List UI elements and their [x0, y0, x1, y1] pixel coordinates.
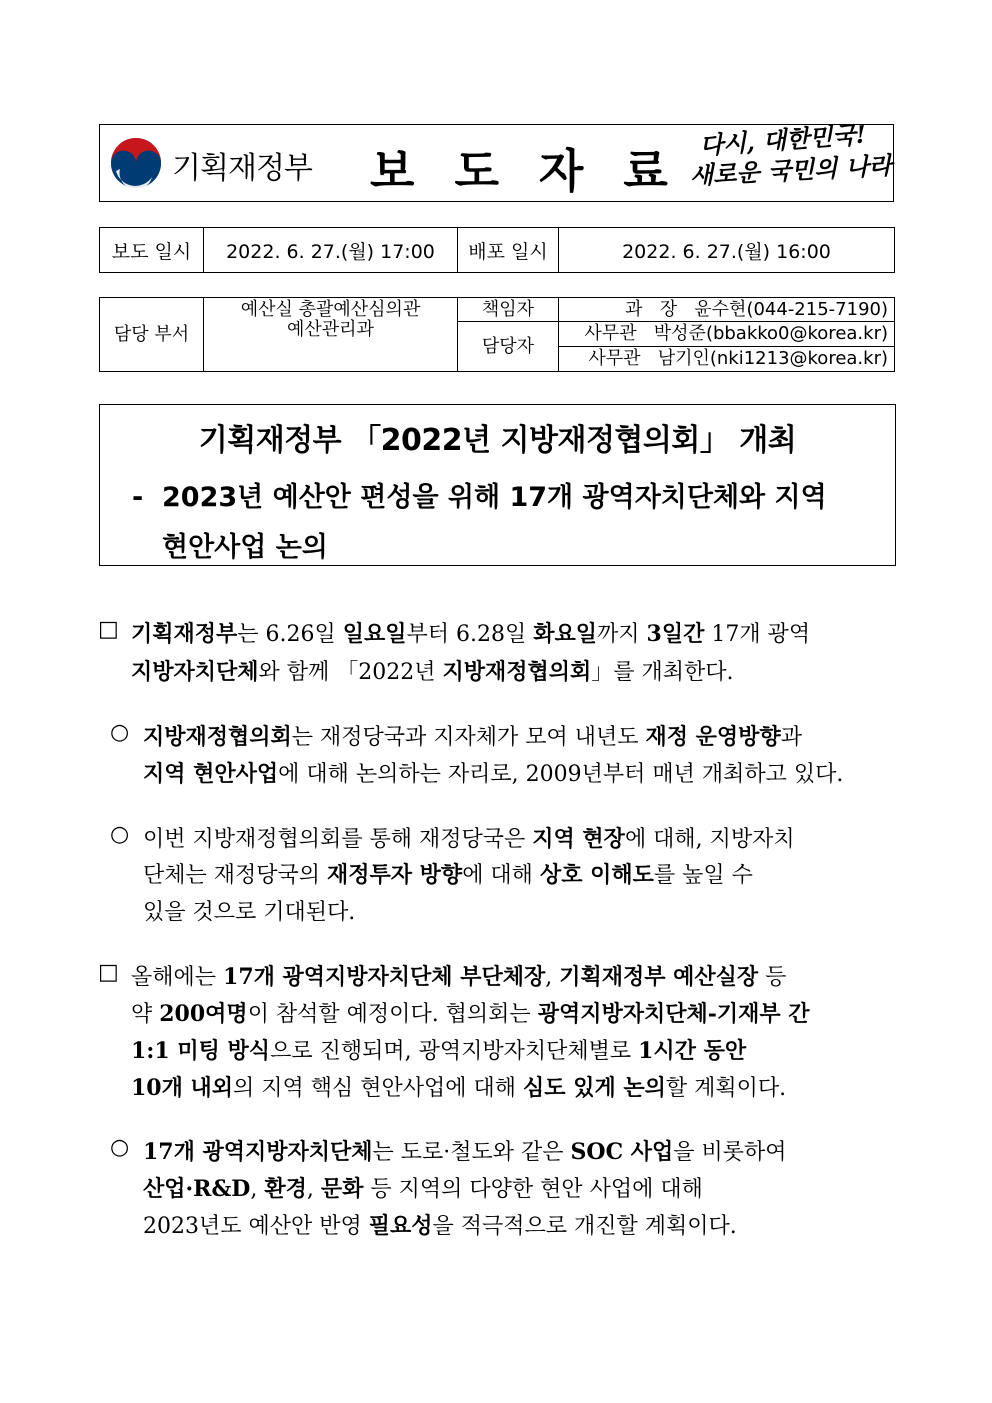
- text-bold: 3일간: [646, 621, 705, 647]
- text: 는 재정당국과 지자체가 모여 내년도: [291, 725, 646, 750]
- person-info: (044-215-7190): [746, 298, 888, 320]
- text: 이번 지방재정협의회를 통해 재정당국은: [143, 827, 533, 852]
- text-bold: 일요일: [342, 621, 407, 647]
- square-bullet: □: [98, 960, 119, 985]
- headline: 기획재정부 「2022년 지방재정협의회」 개최: [198, 423, 797, 458]
- text: 과: [780, 725, 802, 750]
- contact-table: [99, 297, 895, 372]
- dept-label: 담당 부서: [100, 298, 204, 372]
- text: 17개 광역: [704, 622, 811, 647]
- text: 에 대해: [462, 863, 540, 888]
- subheadline-line-1: 2023년 예산안 편성을 위해 17개 광역자치단체와 지역: [162, 482, 827, 513]
- subheadline-line-2: 현안사업 논의: [162, 532, 328, 563]
- text: 를 높일 수: [653, 863, 753, 888]
- responsible-label: 책임자: [458, 298, 559, 322]
- text-bold: 기획재정부: [131, 621, 238, 647]
- text-bold: 지역 현안사업: [143, 761, 279, 787]
- paragraph-1a-line-2: [143, 757, 843, 788]
- person-name: 남기인: [657, 348, 710, 369]
- person-role: 과 장: [625, 298, 678, 320]
- paragraph-2a-line-2: [143, 1172, 703, 1203]
- text: 까지: [597, 622, 647, 647]
- text: 의 지역 핵심 현안사업에 대해: [233, 1076, 524, 1101]
- text: 으로 진행되며, 광역지방자치단체별로: [270, 1039, 639, 1064]
- text: 을 비롯하여: [673, 1140, 787, 1165]
- text-bold: 기획재정부 예산실장: [559, 964, 759, 990]
- circle-bullet: ○: [110, 822, 130, 847]
- text: 2023년도 예산안 반영: [143, 1214, 369, 1239]
- text-bold: 광역지방자치단체-기재부 간: [537, 1001, 810, 1027]
- subheadline: [132, 473, 872, 573]
- text-bold: 10개 내외: [131, 1075, 234, 1101]
- text: ,: [250, 1177, 265, 1202]
- distribution-date-value: 2022. 6. 27.(월) 16:00: [559, 228, 895, 273]
- text-bold: 문화: [320, 1176, 364, 1202]
- press-release-title: 보 도 자 료: [370, 144, 680, 198]
- text-bold: 심도 있게 논의: [523, 1075, 666, 1101]
- text-bold: 17개 광역지방자치단체: [143, 1139, 373, 1165]
- text-bold: 200여명: [159, 1001, 248, 1027]
- dept-name: [204, 298, 458, 372]
- paragraph-2a-line-1: [143, 1135, 787, 1166]
- paragraph-1-line-1: [131, 617, 810, 648]
- text: 할 계획이다.: [665, 1076, 787, 1101]
- paragraph-1b-line-2: [143, 858, 753, 889]
- report-date-label: 보도 일시: [100, 228, 204, 273]
- person-name: 박성준: [653, 323, 706, 344]
- text: 단체는 재정당국의: [143, 863, 328, 888]
- responsible-person: [559, 298, 895, 322]
- text-bold: 17개 광역지방자치단체 부단체장: [223, 964, 546, 990]
- text-bold: 지방자치단체: [131, 659, 259, 685]
- text: 부터 6.28일: [406, 622, 534, 647]
- person-role: 사무관: [584, 323, 637, 344]
- paragraph-1b-line-3: 있을 것으로 기대된다.: [143, 900, 356, 925]
- slogan: [686, 119, 893, 197]
- subheadline-dash: -: [132, 482, 144, 513]
- paragraph-2-line-4: [131, 1071, 786, 1102]
- text-bold: 지방재정협의회: [143, 724, 292, 750]
- headline-box: [99, 404, 896, 566]
- text: 에 대해, 지방자치: [624, 827, 795, 852]
- text-bold: 지방재정협의회: [442, 659, 592, 685]
- paragraph-1-line-2: [131, 655, 734, 686]
- slogan-line-2: 새로운 국민의 나라: [689, 150, 893, 190]
- circle-bullet: ○: [110, 720, 130, 745]
- person-info: (nki1213@korea.kr): [709, 348, 888, 369]
- text: 에 대해 논의하는 자리로, 2009년부터 매년 개최하고 있다.: [278, 762, 844, 787]
- text: 는 6.26일: [237, 622, 343, 647]
- text: 이 참석할 예정이다. 협의회는: [247, 1002, 538, 1027]
- text: ,: [545, 965, 560, 990]
- dept-line-1: 예산실 총괄예산심의관: [240, 299, 421, 320]
- contact-label: 담당자: [458, 322, 559, 372]
- square-bullet: □: [98, 617, 119, 642]
- text: 을 적극적으로 개진할 계획이다.: [432, 1214, 737, 1239]
- text: 올해에는: [131, 965, 224, 990]
- paragraph-2-line-1: [131, 960, 786, 991]
- text-bold: SOC 사업: [570, 1139, 674, 1165]
- distribution-date-label: 배포 일시: [458, 228, 559, 273]
- text-bold: 화요일: [533, 621, 598, 647]
- government-emblem-icon: [110, 137, 162, 189]
- text: 는 도로·철도와 같은: [372, 1140, 571, 1165]
- text-bold: 환경: [264, 1176, 307, 1202]
- text: 와 함께 「2022년: [258, 660, 443, 685]
- text: 약: [131, 1002, 160, 1027]
- contact-person: [559, 347, 895, 372]
- paragraph-2a-line-3: [143, 1209, 737, 1240]
- text: 」를 개최한다.: [591, 660, 734, 685]
- text-bold: 지역 현장: [532, 826, 625, 852]
- text-bold: 재정투자 방향: [327, 862, 463, 888]
- paragraph-2-line-2: [131, 997, 810, 1028]
- person-info: (bbakko0@korea.kr): [705, 323, 888, 344]
- paragraph-2-line-3: [131, 1034, 746, 1065]
- person-role: 사무관: [588, 348, 641, 369]
- text-bold: 1시간 동안: [638, 1038, 747, 1064]
- text-bold: 상호 이해도: [539, 862, 654, 888]
- text-bold: 산업·R&D: [143, 1176, 251, 1202]
- text: 등 지역의 다양한 현안 사업에 대해: [363, 1177, 703, 1202]
- paragraph-1b-line-1: [143, 822, 795, 853]
- slogan-line-1: 다시, 대한민국!: [698, 119, 867, 160]
- release-info-table: [99, 227, 895, 273]
- ministry-name: 기획재정부: [172, 151, 312, 186]
- person-name: 윤수현: [694, 298, 747, 320]
- text: ,: [306, 1177, 321, 1202]
- text-bold: 재정 운영방향: [645, 724, 781, 750]
- paragraph-1a-line-1: [143, 720, 802, 751]
- report-date-value: 2022. 6. 27.(월) 17:00: [204, 228, 458, 273]
- dept-line-2: 예산관리과: [287, 319, 374, 340]
- circle-bullet: ○: [110, 1135, 130, 1160]
- text: 등: [758, 965, 787, 990]
- text-bold: 필요성: [368, 1213, 433, 1239]
- header-box: [99, 119, 894, 202]
- contact-person: [559, 322, 895, 347]
- text-bold: 1:1 미팅 방식: [131, 1038, 271, 1064]
